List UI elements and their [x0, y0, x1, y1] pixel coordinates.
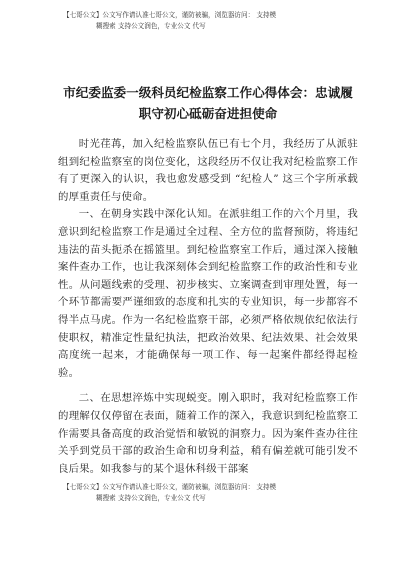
footer-line-1: 【七哥公文】公文写作请认准七哥公文，谨防被骗，浏览器访问： 支持模 — [63, 483, 277, 491]
document-body — [58, 136, 358, 478]
header-line-1: 【七哥公文】公文写作请认准七哥公文，谨防被骗，浏览器访问： 支持模 — [63, 11, 277, 19]
footer-line-2: 糊搜索 支持公文润色，专业公文 代写 — [96, 494, 206, 502]
header-line-2: 糊搜索 支持公文润色，专业公文 代写 — [96, 22, 206, 30]
paragraph-section-2: 二、在思想淬炼中实现蜕变。刚入职时，我对纪检监察工作的理解仅仅停留在表面，随着工作的深入，我意识到纪检监察工作需要具备高度的政治觉悟和敏锐的洞察力。因为案件查办往往关乎到党员干部的政治生命和切身利益，稍有偏差就可能引发不良后果。如我参与的某个退休科级干部案 — [58, 392, 358, 475]
document-title: 市纪委监委一级科员纪检监察工作心得体会：忠诚履职守初心砥砺奋进担使命 — [63, 85, 353, 121]
page-header — [63, 10, 363, 32]
paragraph-intro: 时光荏苒，加入纪检监察队伍已有七个月，我经历了从派驻组到纪检监察室的岗位变化，这段经历不仅让我对纪检监察工作有了更深入的认识，我也愈发感受到 “纪检人” 这三个字所承载的厚重责任与使命。 — [58, 138, 358, 203]
page-footer — [63, 482, 363, 504]
paragraph-section-1: 一、在朝身实践中深化认知。在派驻组工作的六个月里，我意识到纪检监察工作是通过全过程、全方位的监督预防，将违纪违法的苗头扼杀在摇篮里。到纪检监察室工作后，通过深入接触案件查办工作，也让我深刻体会到纪检监察工作的政治性和专业性。从问题线索的受理、初步核实、立案调查到审理处置，每一个环节都需要严谨细致的态度和扎实的专业知识，每一步都容不得半点马虎。作为一名纪检监察干部，必须严格依规依纪依法行使职权，精准定性量纪执法，把政治效果、纪法效果、社会效果高度统一起来，才能确保每一项工作、每一起案件都经得起检验。 — [58, 208, 358, 379]
